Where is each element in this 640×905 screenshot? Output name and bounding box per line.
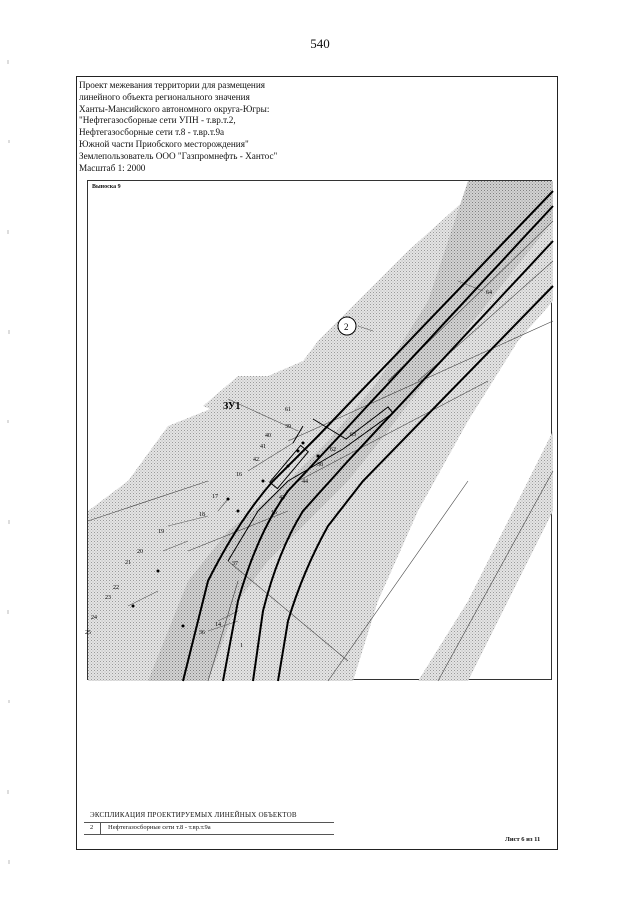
point-label: 64 <box>486 290 492 296</box>
point-label: 62 <box>330 447 336 453</box>
point-label: 40 <box>265 433 271 439</box>
point-label: 37 <box>232 561 238 567</box>
point-label: 23 <box>105 595 111 601</box>
legend-row <box>84 822 334 835</box>
point-label: 1 <box>240 643 243 649</box>
point-label: 39 <box>285 424 291 430</box>
title-line: "Нефтегазосборные сети УПН - т.вр.т.2, <box>79 115 236 126</box>
legend-separator <box>100 823 101 834</box>
point-label: 38 <box>317 462 323 468</box>
point-label: 25 <box>85 630 91 636</box>
title-line: линейного объекта регионального значения <box>79 91 250 102</box>
zone-label: ЗУ1 <box>223 401 241 412</box>
title-line: Нефтегазосборные сети т.8 - т.вр.т.9а <box>79 127 225 138</box>
object-marker: 2 <box>344 322 349 332</box>
legend-title: ЭКСПЛИКАЦИЯ ПРОЕКТИРУЕМЫХ ЛИНЕЙНЫХ ОБЪЕКТОВ <box>90 811 297 819</box>
point-label: 61 <box>285 407 291 413</box>
point-label: 36 <box>199 630 205 636</box>
point-label: 42 <box>253 457 259 463</box>
title-line: Южной части Приобского месторождения" <box>79 138 249 149</box>
legend-row-text: Нефтегазосборные сети т.8 - т.вр.т.9а <box>108 824 211 831</box>
point-label: 18 <box>199 512 205 518</box>
point-label: 16 <box>271 510 277 516</box>
callout-title: Выноска 9 <box>92 184 121 190</box>
title-line: Проект межевания территории для размещения <box>79 80 265 90</box>
point-label: 21 <box>125 560 131 566</box>
sheet-label: Лист 6 из 11 <box>505 836 541 843</box>
point-label: 20 <box>137 549 143 555</box>
point-label: 16 <box>236 472 242 478</box>
point-label: 22 <box>113 585 119 591</box>
point-label: 17 <box>212 494 218 500</box>
point-label: 14 <box>215 622 221 628</box>
point-label: 24 <box>91 615 97 621</box>
title-block <box>79 80 379 174</box>
scan-edge-marks <box>0 0 20 905</box>
scale-line: Масштаб 1: 2000 <box>79 162 146 173</box>
point-label: 43 <box>279 495 285 501</box>
title-line: Землепользователь ООО "Газпромнефть - Хантос" <box>79 150 278 161</box>
point-label: 44 <box>302 479 308 485</box>
point-label: 19 <box>158 529 164 535</box>
map-callout <box>87 180 552 680</box>
point-label: 41 <box>260 444 266 450</box>
point-label: 63 <box>350 432 356 438</box>
page-number: 540 <box>310 36 330 51</box>
map-drawing <box>85 181 553 681</box>
legend-row-number: 2 <box>90 824 94 831</box>
title-line: Ханты-Мансийского автономного округа-Югры: <box>79 103 270 114</box>
